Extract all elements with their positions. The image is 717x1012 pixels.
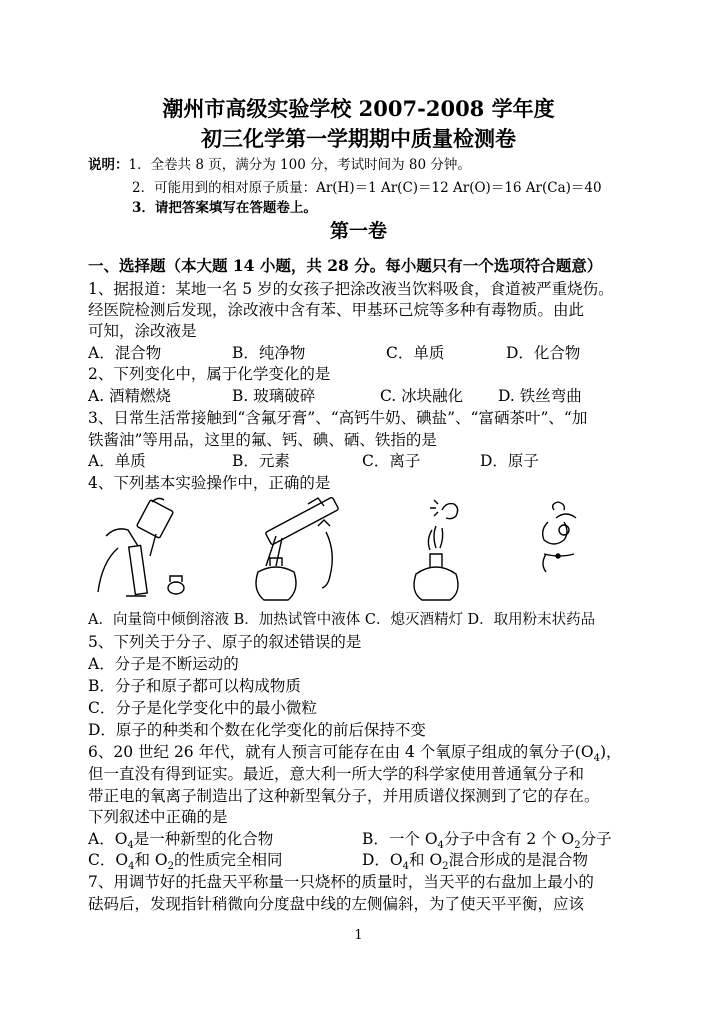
q6-d-mid: 和 O [409,851,443,869]
q1-line-1: 1、据报道：某地一名 5 岁的女孩子把涂改液当饮料吸食，食道被严重烧伤。 [88,280,614,298]
q6-d-sub: 4 [402,861,410,873]
notes-line-1 [88,155,471,175]
notes-label: 说明： [88,157,129,173]
q2-stem: 2、下列变化中，属于化学变化的是 [88,365,331,383]
q6-c-pre: C．O [88,851,129,869]
q1-option-c: C．单质 [386,344,445,362]
q6-d-sub2: 2 [442,861,449,873]
q7-line-2: 砝码后，发现指针稍微向分度盘中线的左侧偏斜，为了使天平平衡，应该 [88,895,585,913]
q3-line-2: 铁酱油”等用品，这里的氟、钙、碘、硒、铁指的是 [88,431,437,449]
q5-option-a: A．分子是不断运动的 [88,655,239,673]
q6-line-2: 但一直没有得到证实。最近，意大利一所大学的科学家使用普通氧分子和 [88,765,585,783]
q6-d-pre: D．O [362,851,403,869]
note-1: 1．全卷共 8 页，满分为 100 分，考试时间为 80 分钟。 [128,157,471,173]
q1-option-a: A．混合物 [88,344,162,362]
section-title: 第一卷 [329,220,387,242]
q4-options: A．向量筒中倾倒溶液 B．加热试管中液体 C．熄灭酒精灯 D．取用粉末状药品 [88,612,596,628]
q6-b-pre: B．一个 O [362,830,438,848]
part1-heading: 一、选择题（本大题 14 小题，共 28 分。每小题只有一个选项符合题意） [88,256,603,275]
note-2: 2．可能用到的相对原子质量：Ar(H)＝1 Ar(C)＝12 Ar(O)＝16 Ar(Ca)＝40 [132,180,602,196]
pouring-liquid-figure [96,496,206,604]
q6-a-sub: 4 [127,840,134,852]
q6-c-sub2: 2 [167,861,174,873]
q6-line-4: 下列叙述中正确的是 [88,808,228,826]
q5-stem: 5、下列关于分子、原子的叙述错误的是 [88,633,362,651]
q3-line-1: 3、日常生活常接触到“含氟牙膏”、“高钙牛奶、碘盐”、“富硒茶叶”、“加 [88,409,588,427]
q7-line-1: 7、用调节好的托盘天平称量一只烧杯的质量时，当天平的右盘加上最小的 [88,873,594,891]
q1-option-b: B．纯净物 [232,344,306,362]
q1-line-2: 经医院检测后发现，涂改液中含有苯、甲基环己烷等多种有毒物质。由此 [88,301,585,319]
q3-option-a: A．单质 [88,452,146,470]
extinguishing-lamp-figure [402,496,482,604]
q6-line-1-text: 6、20 世纪 26 年代，就有人预言可能存在由 4 个氧原子组成的氧分子(O [88,743,594,761]
q6-b-sub: 4 [437,840,444,852]
q6-c-mid: 和 O [134,851,168,869]
q6-b-post: 分子 [580,830,612,848]
exam-title-school: 潮州市高级实验学校 2007-2008 学年度 [162,96,555,121]
q5-option-b: B．分子和原子都可以构成物质 [88,677,301,695]
q6-b-sub2: 2 [574,840,581,852]
page-number: 1 [354,928,363,943]
q6-a-post: 是一种新型的化合物 [133,830,274,848]
note-3: 3．请把答案填写在答题卷上。 [132,200,317,216]
q6-d-post: 混合形成的是混合物 [448,851,589,869]
q6-line-1-end: )， [599,743,622,761]
q2-option-a: A. 酒精燃烧 [88,387,172,405]
q3-option-c: C．离子 [362,452,421,470]
q6-line-1-sub: 4 [593,753,600,765]
q3-option-b: B．元素 [232,452,290,470]
q6-c-sub: 4 [128,861,135,873]
heating-test-tube-figure [246,496,356,604]
q5-option-d: D．原子的种类和个数在化学变化的前后保持不变 [88,721,426,739]
q6-b-mid: 分子中含有 2 个 O [443,830,575,848]
q3-option-d: D．原子 [480,452,539,470]
q5-option-c: C．分子是化学变化中的最小微粒 [88,699,317,717]
q1-line-3: 可知，涂改液是 [88,322,197,340]
q2-option-c: C. 冰块融化 [380,387,464,405]
exam-title-subject: 初三化学第一学期期中质量检测卷 [201,126,516,151]
powder-sampling-figure [526,496,596,604]
q6-line-3: 带正电的氧离子制造出了这种新型氧分子，并用质谱仪探测到了它的存在。 [88,787,600,805]
q2-option-d: D. 铁丝弯曲 [498,387,582,405]
q6-a-pre: A．O [88,830,128,848]
q4-stem: 4、下列基本实验操作中，正确的是 [88,474,331,492]
q1-option-d: D．化合物 [506,344,581,362]
q6-c-post: 的性质完全相同 [173,851,283,869]
q2-option-b: B. 玻璃破碎 [232,387,316,405]
